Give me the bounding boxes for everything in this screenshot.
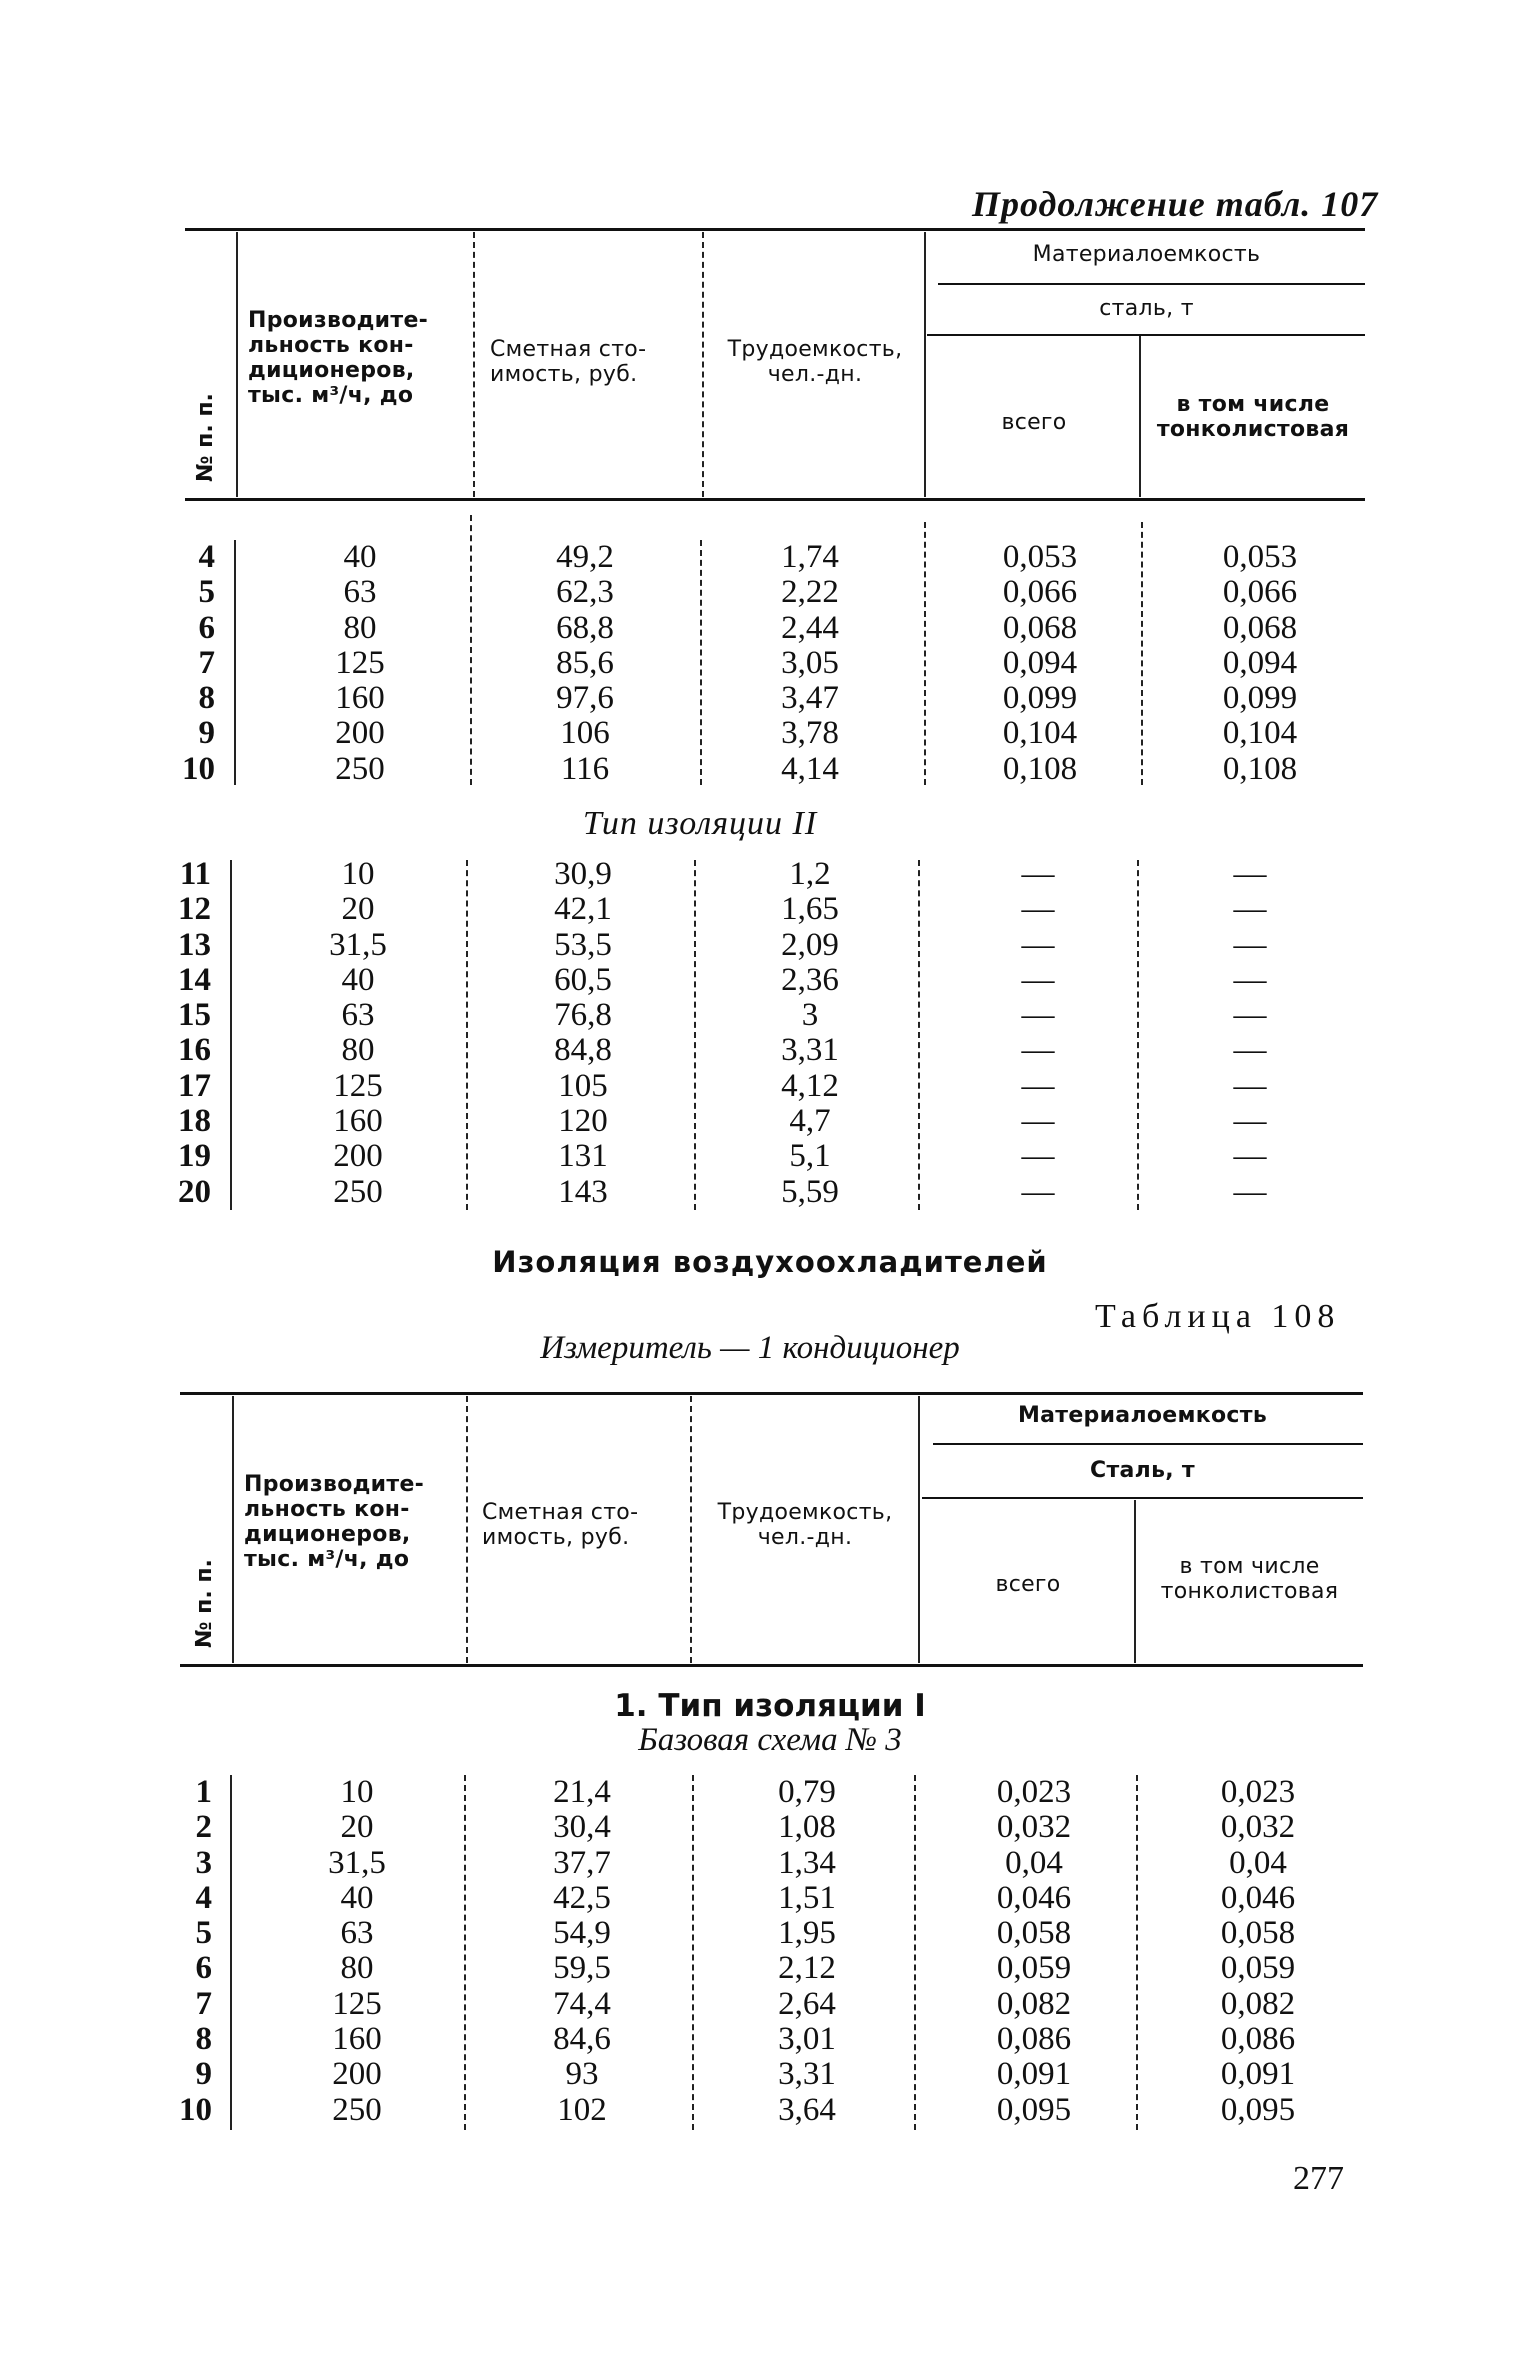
header-divider xyxy=(466,1396,468,1663)
header-divider xyxy=(473,232,475,497)
thin-column: 0,053 0,066 0,068 0,094 0,099 0,104 0,108 xyxy=(1222,539,1298,787)
steel-rule xyxy=(922,1497,1363,1499)
capacity-header: Производите- льность кон- диционеров, тыс. м³/ч, до xyxy=(248,308,429,408)
meter-label: Измеритель — 1 кондиционер xyxy=(540,1330,960,1366)
thin-header: в том числе тонколистовая xyxy=(1156,392,1350,442)
table-108-label: Таблица 108 xyxy=(1095,1298,1341,1335)
capacity-column: 10 20 31,5 40 63 80 125 160 200 250 xyxy=(328,1774,386,2128)
body-divider xyxy=(470,515,472,785)
material-rule xyxy=(933,1443,1363,1445)
material-header: Материалоемкость xyxy=(1032,242,1261,267)
body-divider xyxy=(692,1775,694,2130)
total-column: — — — — — — — — — — xyxy=(1021,856,1055,1210)
thin-column: 0,023 0,032 0,04 0,046 0,058 0,059 0,082 0,086 0,091 0,095 xyxy=(1220,1774,1296,2128)
base-scheme-label: Базовая схема № 3 xyxy=(638,1722,902,1758)
steel-rule xyxy=(927,334,1365,336)
body-divider xyxy=(918,860,920,1210)
body-divider xyxy=(1141,522,1143,785)
row-number-column: 11 12 13 14 15 16 17 18 19 20 xyxy=(178,856,211,1210)
cost-header: Сметная сто- имость, руб. xyxy=(490,337,647,387)
labor-header: Трудоемкость, чел.-дн. xyxy=(727,337,903,387)
body-divider xyxy=(924,522,926,785)
total-column: 0,023 0,032 0,04 0,046 0,058 0,059 0,082 0,086 0,091 0,095 xyxy=(996,1774,1072,2128)
labor-column: 0,79 1,08 1,34 1,51 1,95 2,12 2,64 3,01 3,31 3,64 xyxy=(778,1774,836,2128)
capacity-column: 40 63 80 125 160 200 250 xyxy=(335,539,385,787)
header-divider xyxy=(702,232,704,497)
row-number-column: 1 2 3 4 5 6 7 8 9 10 xyxy=(179,1774,212,2128)
body-divider xyxy=(466,860,468,1210)
body-divider xyxy=(1136,1775,1138,2130)
header-divider xyxy=(918,1396,920,1663)
body-divider xyxy=(234,540,236,785)
body-divider xyxy=(700,540,702,785)
thin-header: в том числе тонколистовая xyxy=(1160,1554,1339,1604)
cost-column: 49,2 62,3 68,8 85,6 97,6 106 116 xyxy=(556,539,614,787)
total-header: всего xyxy=(995,1572,1061,1597)
insulation-type-i-heading: 1. Тип изоляции I xyxy=(614,1688,926,1724)
table-top-rule xyxy=(180,1392,1363,1395)
header-bottom-rule xyxy=(185,498,1365,501)
cost-column: 21,4 30,4 37,7 42,5 54,9 59,5 74,4 84,6 93 102 xyxy=(553,1774,611,2128)
row-number-column: 4 5 6 7 8 9 10 xyxy=(182,539,215,787)
total-column: 0,053 0,066 0,068 0,094 0,099 0,104 0,108 xyxy=(1002,539,1078,787)
capacity-header: Производите- льность кон- диционеров, тыс. м³/ч, до xyxy=(244,1472,425,1572)
body-divider xyxy=(230,860,232,1210)
body-divider xyxy=(1137,860,1139,1210)
cost-header: Сметная сто- имость, руб. xyxy=(482,1500,639,1550)
labor-column: 1,74 2,22 2,44 3,05 3,47 3,78 4,14 xyxy=(781,539,839,787)
header-divider xyxy=(232,1396,234,1663)
capacity-column: 10 20 31,5 40 63 80 125 160 200 250 xyxy=(329,856,387,1210)
body-divider xyxy=(464,1775,466,2130)
continuation-label: Продолжение табл. 107 xyxy=(972,184,1379,224)
header-bottom-rule xyxy=(180,1664,1363,1667)
steel-header: сталь, т xyxy=(1099,296,1194,321)
row-number-header: № п. п. xyxy=(192,1559,217,1648)
header-divider xyxy=(236,232,238,497)
labor-column: 1,2 1,65 2,09 2,36 3 3,31 4,12 4,7 5,1 5,59 xyxy=(781,856,839,1210)
table-top-rule xyxy=(185,228,1365,231)
row-number-header: № п. п. xyxy=(193,393,218,482)
body-divider xyxy=(694,860,696,1210)
cost-column: 30,9 42,1 53,5 60,5 76,8 84,8 105 120 131 143 xyxy=(554,856,612,1210)
total-header: всего xyxy=(1001,410,1067,435)
body-divider xyxy=(914,1775,916,2130)
body-divider xyxy=(230,1775,232,2130)
steel-header: Сталь, т xyxy=(1090,1458,1195,1483)
material-rule xyxy=(938,283,1365,285)
material-header: Материалоемкость xyxy=(1017,1403,1268,1428)
section-title: Изоляция воздухоохладителей xyxy=(492,1245,1048,1279)
insulation-type-ii-heading: Тип изоляции II xyxy=(582,805,818,842)
labor-header: Трудоемкость, чел.-дн. xyxy=(717,1500,893,1550)
page-number: 277 xyxy=(1293,2160,1344,2197)
thin-column: — — — — — — — — — — xyxy=(1233,856,1267,1210)
